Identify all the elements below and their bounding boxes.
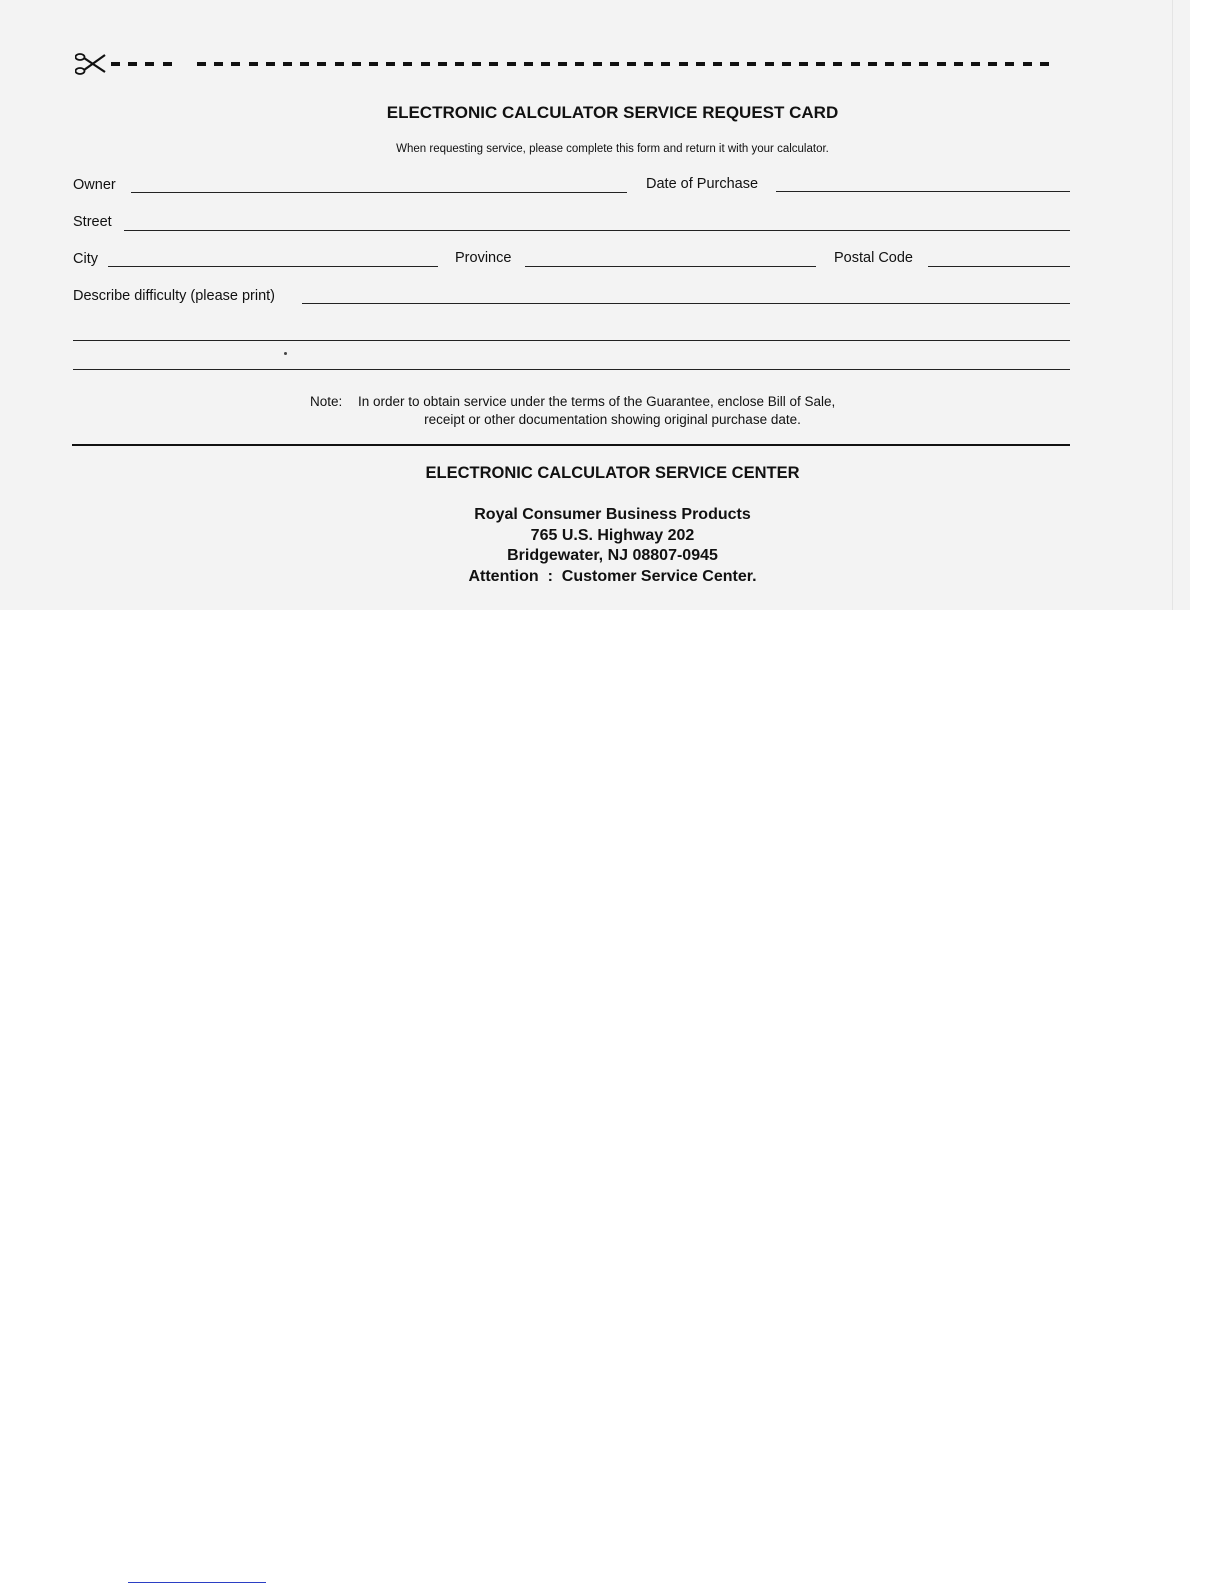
cut-dash [489,62,498,66]
cut-dash [696,62,705,66]
cut-dash [369,62,378,66]
cut-dash [507,62,516,66]
cut-dash [524,62,533,66]
cut-dash [541,62,550,66]
cut-dash [885,62,894,66]
cut-dash [438,62,447,66]
note-line-1: In order to obtain service under the terms of the Guarantee, enclose Bill of Sale, [358,394,836,409]
date-of-purchase-label: Date of Purchase [646,176,759,192]
street-label: Street [73,214,112,230]
cut-dash [558,62,567,66]
scissors-icon [75,50,107,76]
cut-dash [283,62,292,66]
note-prefix: Note: [310,394,343,409]
cut-dash [730,62,739,66]
cut-dash [851,62,860,66]
province-label: Province [455,250,512,266]
owner-field[interactable] [131,192,627,193]
cut-dash [679,62,688,66]
cut-dash [231,62,240,66]
difficulty-field-line-3[interactable] [73,369,1070,370]
cut-dash [816,62,825,66]
card-title: ELECTRONIC CALCULATOR SERVICE REQUEST CARD [386,103,839,122]
owner-label: Owner [73,177,116,193]
cut-dash [403,62,412,66]
cut-dash [902,62,911,66]
note-line-2: receipt or other documentation showing original purchase date. [424,412,801,427]
cut-dash [145,62,154,66]
difficulty-field-line-2[interactable] [73,340,1070,341]
cut-dash [988,62,997,66]
cut-dash [111,62,120,66]
section-divider [72,444,1070,446]
cut-dash [421,62,430,66]
print-speck [284,352,287,355]
describe-difficulty-label: Describe difficulty (please print) [73,288,276,304]
cut-dash [765,62,774,66]
cut-line [75,50,1075,80]
service-center-attention: Attention : Customer Service Center. [468,568,757,585]
dashed-cut-line [111,62,1071,66]
cut-dash [833,62,842,66]
cut-dash [747,62,756,66]
city-label: City [73,251,98,267]
cut-dash [386,62,395,66]
province-field[interactable] [525,266,816,267]
cut-dash [300,62,309,66]
cut-dash [868,62,877,66]
cut-dash [317,62,326,66]
date-of-purchase-field[interactable] [776,191,1070,192]
cut-dash [128,62,137,66]
cut-dash [627,62,636,66]
cut-dash [249,62,258,66]
cut-dash [610,62,619,66]
service-center-street: 765 U.S. Highway 202 [530,527,695,544]
page-bottom-mark [128,1582,266,1583]
cut-dash [919,62,928,66]
card-instructions: When requesting service, please complete this form and return it with your calculator. [396,143,829,155]
service-center-city: Bridgewater, NJ 08807-0945 [507,547,718,564]
street-field[interactable] [124,230,1070,231]
cut-dash [472,62,481,66]
cut-dash [266,62,275,66]
cut-dash [163,62,172,66]
cut-dash [782,62,791,66]
cut-dash [352,62,361,66]
service-center-company: Royal Consumer Business Products [474,506,751,523]
cut-dash [335,62,344,66]
cut-dash [661,62,670,66]
cut-dash [197,62,206,66]
cut-dash [644,62,653,66]
postal-code-field[interactable] [928,266,1070,267]
postal-code-label: Postal Code [834,250,913,266]
cut-dash [1040,62,1049,66]
difficulty-field-line-1[interactable] [302,303,1070,304]
cut-dash [971,62,980,66]
service-center-title: ELECTRONIC CALCULATOR SERVICE CENTER [425,464,800,482]
city-field[interactable] [108,266,438,267]
cut-dash [593,62,602,66]
cut-dash [214,62,223,66]
cut-dash [954,62,963,66]
cut-dash [1005,62,1014,66]
cut-dash [799,62,808,66]
cut-dash [575,62,584,66]
cut-dash [1023,62,1032,66]
cut-dash [713,62,722,66]
cut-dash [937,62,946,66]
cut-dash [455,62,464,66]
